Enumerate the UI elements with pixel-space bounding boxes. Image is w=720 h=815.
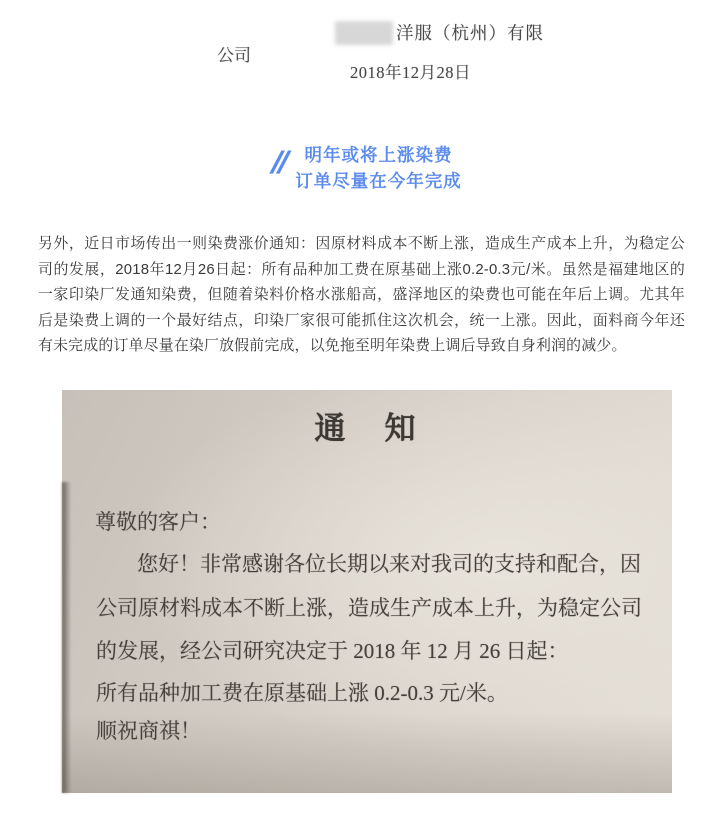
section-headline xyxy=(269,142,462,194)
notice-line: 顺祝商祺！ xyxy=(96,719,201,743)
previous-image-fragment xyxy=(0,0,720,100)
notice-line: 您好！非常感谢各位长期以来对我司的支持和配合，因 xyxy=(137,552,641,576)
notice-photo-image[interactable] xyxy=(62,390,672,793)
redaction-blur xyxy=(335,21,393,45)
headline-lines xyxy=(295,142,462,194)
notice-title: 通 知 xyxy=(314,411,420,446)
article-paragraph: 另外，近日市场传出一则染费涨价通知：因原材料成本不断上涨，造成生产成本上升，为稳定公司的发展，2018年12月26日起：所有品种加工费在原基础上涨0.2-0.3元/米。虽然是福建地区的一家印染厂发通知染费，但随着染料价格水涨船高，盛泽地区的染费也可能在年后上调。尤其年后是染费上调的一个最好结点，印染厂家很可能抓住这次机会，统一上涨。因此，面料商今年还有未完成的订单尽量在染厂放假前完成，以免拖至明年染费上调后导致自身利润的减少。 xyxy=(38,236,685,355)
company-name-wrap-text: 公司 xyxy=(217,46,251,65)
headline-line-2: 订单尽量在今年完成 xyxy=(295,171,462,191)
notice-line: 所有品种加工费在原基础上涨 0.2-0.3 元/米。 xyxy=(96,681,508,705)
photo-edge-shadow xyxy=(62,482,71,793)
notice-salutation: 尊敬的客户： xyxy=(95,510,221,534)
headline-line-1: 明年或将上涨染费 xyxy=(304,145,453,165)
double-slash-icon: // xyxy=(269,145,288,180)
notice-line: 公司原材料成本不断上涨，造成生产成本上升，为稳定公司 xyxy=(96,596,642,620)
company-name-text: 洋服（杭州）有限 xyxy=(396,23,544,43)
document-date: 2018年12月28日 xyxy=(350,63,471,82)
notice-line: 的发展，经公司研究决定于 2018 年 12 月 26 日起： xyxy=(96,639,569,663)
